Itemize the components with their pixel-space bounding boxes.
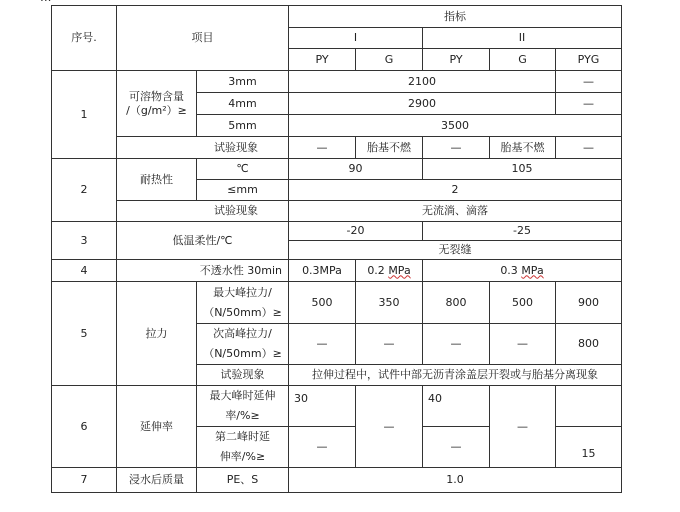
row6-a-line2: 率/%≥: [225, 409, 260, 422]
table-row: [52, 137, 622, 159]
header-g-2: G: [490, 49, 556, 71]
row3-name: 低温柔性/℃: [117, 222, 289, 260]
row5-sec-label: [197, 324, 289, 365]
row7-value: 1.0: [289, 468, 622, 493]
row5-max-label: [197, 282, 289, 324]
row2-temp-grade2: 105: [423, 159, 622, 180]
row6-a-py2: 40: [423, 386, 490, 427]
header-pyg: PYG: [556, 49, 622, 71]
row1-name-line2: /（g/m²）≥: [126, 103, 187, 117]
row4-p3: [423, 260, 622, 282]
row6-a-line1: 最大峰时延伸: [209, 389, 276, 402]
row5-sec-g2: —: [490, 324, 556, 365]
row4-no: 4: [52, 260, 117, 282]
row4-p2-unit: MPa: [388, 263, 411, 277]
header-g-1: G: [356, 49, 423, 71]
row1-test-label: 试验现象: [117, 137, 289, 159]
row5-max-line2: （N/50mm）≥: [203, 305, 282, 319]
row5-sec-py1: —: [289, 324, 356, 365]
header-item: 项目: [117, 6, 289, 71]
row6-a-pyg: [556, 386, 622, 427]
row2-name: 耐热性: [117, 159, 197, 201]
row5-max-py1: 500: [289, 282, 356, 324]
header-seq: 序号.: [52, 6, 117, 71]
header-row-1: [52, 6, 622, 28]
row1-name: [117, 71, 197, 137]
row2-temp-grade1: 90: [289, 159, 423, 180]
row4-p3-prefix: 0.3: [500, 263, 522, 277]
spec-table: [51, 5, 622, 493]
row6-a-label: [197, 386, 289, 427]
header-index: 指标: [289, 6, 622, 28]
row1-name-line1: 可溶物含量: [129, 89, 184, 103]
table-row: [52, 201, 622, 222]
row5-sec-g1: —: [356, 324, 423, 365]
row2-test-label: 试验现象: [117, 201, 289, 222]
row6-b-label: [197, 427, 289, 468]
row5-sec-py2: —: [423, 324, 490, 365]
row5-test-value: 拉伸过程中，试件中部无沥青涂盖层开裂或与胎基分离现象: [289, 365, 622, 386]
row1-value-4mm: 2900: [289, 93, 556, 115]
table-row: [52, 282, 622, 324]
row1-test-pyg: —: [556, 137, 622, 159]
row6-b-line2: 伸率/%≥: [219, 450, 266, 463]
row2-test-value: 无流淌、滴落: [289, 201, 622, 222]
row1-value-5mm: 3500: [289, 115, 622, 137]
row2-no: 2: [52, 159, 117, 222]
header-py-1: PY: [289, 49, 356, 71]
row5-sec-line2: （N/50mm）≥: [203, 347, 282, 360]
table-row: [52, 159, 622, 180]
row1-test-g2: 胎基不燃: [490, 137, 556, 159]
row1-pyg-3mm: —: [556, 71, 622, 93]
row1-sub-3mm: 3mm: [197, 71, 289, 93]
row1-test-py2: —: [423, 137, 490, 159]
row7-sub: PE、S: [197, 468, 289, 493]
row5-name: 拉力: [117, 282, 197, 386]
row5-max-pyg: 900: [556, 282, 622, 324]
row3-result: 无裂缝: [289, 241, 622, 260]
row6-b-py1: —: [289, 427, 356, 468]
row6-g1: —: [356, 386, 423, 468]
row5-max-g2: 500: [490, 282, 556, 324]
table-row: [52, 386, 622, 427]
row4-name: 不透水性 30min: [117, 260, 289, 282]
row4-p2: [356, 260, 423, 282]
row2-sub-celsius: ℃: [197, 159, 289, 180]
row2-sub-mm: ≤mm: [197, 180, 289, 201]
row1-sub-5mm: 5mm: [197, 115, 289, 137]
row5-max-g1: 350: [356, 282, 423, 324]
row6-a-py1: 30: [289, 386, 356, 427]
row1-pyg-4mm: —: [556, 93, 622, 115]
row5-max-py2: 800: [423, 282, 490, 324]
row5-max-line1: 最大峰拉力/: [213, 285, 272, 299]
row6-name: 延伸率: [117, 386, 197, 468]
row7-name: 浸水后质量: [117, 468, 197, 493]
row2-mm-value: 2: [289, 180, 622, 201]
cropped-top-text: [40, 0, 51, 4]
table-row: [52, 468, 622, 493]
row4-p2-prefix: 0.2: [367, 263, 389, 277]
row1-no: 1: [52, 71, 117, 159]
row1-sub-4mm: 4mm: [197, 93, 289, 115]
row1-test-g1: 胎基不燃: [356, 137, 423, 159]
header-grade-2: II: [423, 28, 622, 49]
row6-b-py2: —: [423, 427, 490, 468]
row5-sec-pyg: 800: [556, 324, 622, 365]
row6-g2: —: [490, 386, 556, 468]
row1-value-3mm: 2100: [289, 71, 556, 93]
table-row: [52, 260, 622, 282]
table-row: [52, 222, 622, 241]
row3-grade1: -20: [289, 222, 423, 241]
row4-p1: 0.3MPa: [289, 260, 356, 282]
row7-no: 7: [52, 468, 117, 493]
header-grade-1: I: [289, 28, 423, 49]
row5-sec-line1: 次高峰拉力/: [213, 327, 272, 340]
row5-no: 5: [52, 282, 117, 386]
row6-no: 6: [52, 386, 117, 468]
table-row: [52, 71, 622, 93]
row4-p3-unit: MPa: [521, 263, 544, 277]
row3-no: 3: [52, 222, 117, 260]
row3-grade2: -25: [423, 222, 622, 241]
row1-test-py1: —: [289, 137, 356, 159]
row6-b-pyg: 15: [556, 427, 622, 468]
header-py-2: PY: [423, 49, 490, 71]
row5-test-label: 试验现象: [197, 365, 289, 386]
row6-b-line1: 第二峰时延: [215, 430, 270, 443]
